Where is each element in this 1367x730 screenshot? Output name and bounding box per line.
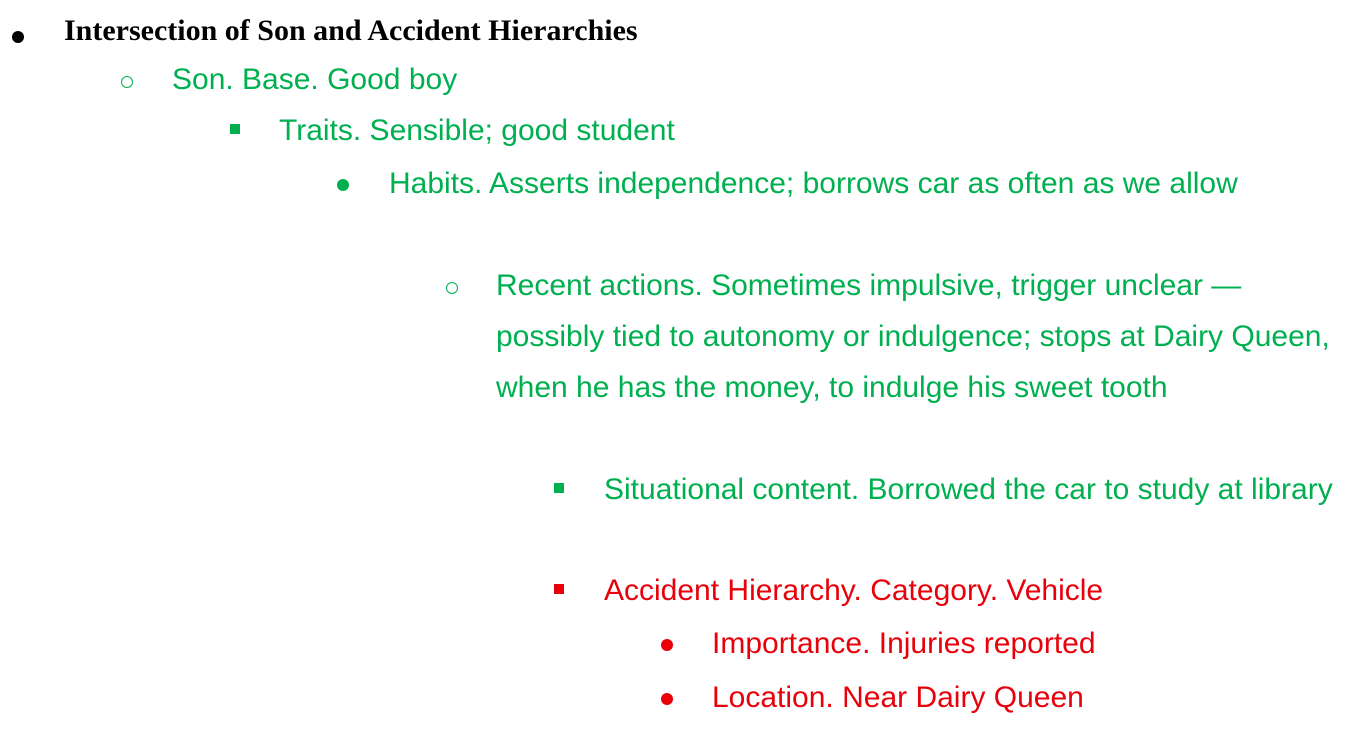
bullet-disc-icon: [661, 693, 673, 705]
location-text: Location. Near Dairy Queen: [712, 681, 1084, 714]
heading-text: Intersection of Son and Accident Hierarchies: [64, 14, 638, 47]
son-base-text: Son. Base. Good boy: [172, 63, 458, 96]
bullet-disc-icon: [12, 31, 24, 43]
bullet-disc-icon: [337, 179, 349, 191]
bullet-circle-icon: [121, 76, 133, 88]
habits-text: Habits. Asserts independence; borrows car as often as we allow: [389, 167, 1238, 200]
accident-text: Accident Hierarchy. Category. Vehicle: [604, 574, 1104, 607]
bullet-circle-icon: [446, 282, 458, 294]
bullet-square-icon: [554, 483, 564, 493]
bullet-disc-icon: [661, 639, 673, 651]
bullet-square-icon: [230, 124, 240, 134]
importance-text: Importance. Injuries reported: [712, 627, 1096, 660]
situational-text: Situational content. Borrowed the car to study at library: [604, 473, 1333, 506]
traits-text: Traits. Sensible; good student: [279, 114, 675, 147]
bullet-square-icon: [554, 584, 564, 594]
recent-actions-text: Recent actions. Sometimes impulsive, trigger unclear — possibly tied to autonomy or indulgence; stops at Dairy Queen, when he has the money, to indulge his sweet tooth: [496, 269, 1330, 404]
